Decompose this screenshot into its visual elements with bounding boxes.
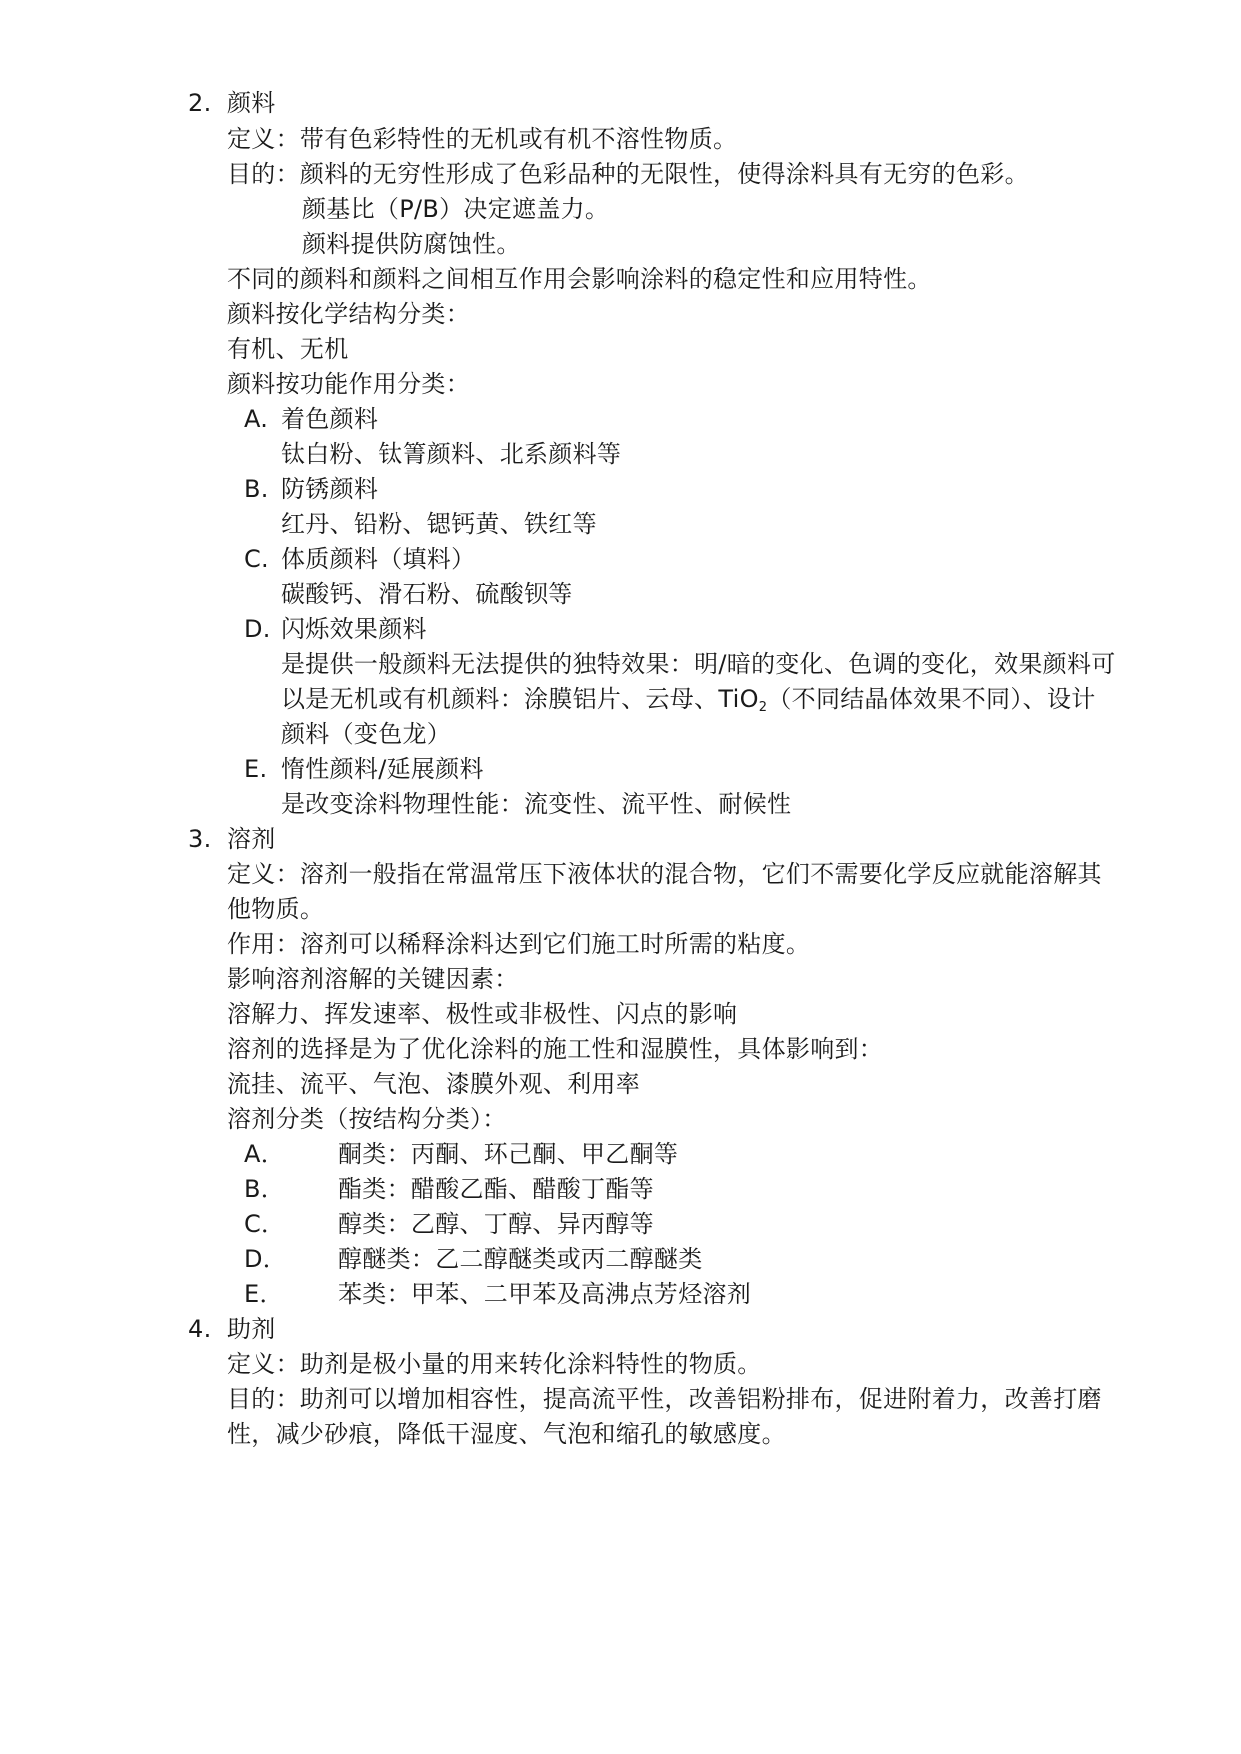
item-title: 防锈颜料 (281, 475, 379, 503)
item-letter: E. (244, 755, 268, 783)
pigment-item-a-desc: 钛白粉、钛箐颜料、北系颜料等 (281, 440, 622, 468)
pigment-purpose: 目的：颜料的无穷性形成了色彩品种的无限性，使得涂料具有无穷的色彩。 (227, 160, 1029, 188)
pigment-interaction: 不同的颜料和颜料之间相互作用会影响涂料的稳定性和应用特性。 (227, 265, 932, 293)
additive-definition: 定义：助剂是极小量的用来转化涂料特性的物质。 (227, 1350, 762, 1378)
class-text: 醇醚类：乙二醇醚类或丙二醇醚类 (338, 1245, 703, 1273)
pigment-by-chem-value: 有机、无机 (227, 335, 349, 363)
desc-text: 以是无机或有机颜料：涂膜铝片、云母、TiO (281, 685, 759, 713)
solvent-selection-heading: 溶剂的选择是为了优化涂料的施工性和湿膜性，具体影响到： (227, 1035, 884, 1063)
item-letter: A. (244, 405, 269, 433)
class-text: 酮类：丙酮、环己酮、甲乙酮等 (338, 1140, 679, 1168)
solvent-selection: 流挂、流平、气泡、漆膜外观、利用率 (227, 1070, 641, 1098)
section-number: 3. (188, 825, 212, 853)
section-number: 4. (188, 1315, 212, 1343)
pigment-definition: 定义：带有色彩特性的无机或有机不溶性物质。 (227, 125, 738, 153)
pigment-purpose-corrosion: 颜料提供防腐蚀性。 (302, 230, 521, 258)
solvent-factors-heading: 影响溶剂溶解的关键因素： (227, 965, 519, 993)
class-text: 醇类：乙醇、丁醇、异丙醇等 (338, 1210, 654, 1238)
class-letter: D． (244, 1245, 288, 1273)
section-title: 颜料 (227, 89, 276, 117)
section-number: 2. (188, 89, 212, 117)
item-title: 着色颜料 (281, 405, 379, 433)
desc-text: （不同结晶体效果不同）、设计 (767, 685, 1096, 713)
additive-purpose-2: 性，减少砂痕，降低干湿度、气泡和缩孔的敏感度。 (227, 1420, 786, 1448)
item-title: 闪烁效果颜料 (281, 615, 427, 643)
item-letter: C. (244, 545, 269, 573)
class-text: 苯类：甲苯、二甲苯及高沸点芳烃溶剂 (338, 1280, 752, 1308)
class-letter: E． (244, 1280, 284, 1308)
class-letter: C． (244, 1210, 286, 1238)
class-text: 酯类：醋酸乙酯、醋酸丁酯等 (338, 1175, 654, 1203)
class-letter: B． (244, 1175, 286, 1203)
section-title: 助剂 (227, 1315, 276, 1343)
subscript: 2 (758, 700, 768, 715)
solvent-factors: 溶解力、挥发速率、极性或非极性、闪点的影响 (227, 1000, 738, 1028)
solvent-definition-1: 定义：溶剂一般指在常温常压下液体状的混合物，它们不需要化学反应就能溶解其 (227, 860, 1102, 888)
pigment-by-chem-heading: 颜料按化学结构分类： (227, 300, 470, 328)
item-letter: B. (244, 475, 269, 503)
pigment-by-func-heading: 颜料按功能作用分类： (227, 370, 470, 398)
item-letter: D. (244, 615, 271, 643)
pigment-item-d-desc-2 (281, 684, 1096, 714)
class-letter: A． (244, 1140, 286, 1168)
pigment-item-c-desc: 碳酸钙、滑石粉、硫酸钡等 (281, 580, 573, 608)
section-title: 溶剂 (227, 825, 276, 853)
item-title: 体质颜料（填料） (281, 545, 476, 573)
additive-purpose-1: 目的：助剂可以增加相容性，提高流平性，改善铝粉排布，促进附着力，改善打磨 (227, 1385, 1102, 1413)
solvent-definition-2: 他物质。 (227, 895, 325, 923)
pigment-item-b-desc: 红丹、铅粉、锶钙黄、铁红等 (281, 510, 597, 538)
pigment-item-d-desc-3: 颜料（变色龙） (281, 720, 452, 748)
pigment-purpose-pb: 颜基比（P/B）决定遮盖力。 (302, 195, 610, 223)
solvent-classes-heading: 溶剂分类（按结构分类）： (227, 1105, 507, 1133)
pigment-item-d-desc-1: 是提供一般颜料无法提供的独特效果：明/暗的变化、色调的变化，效果颜料可 (281, 650, 1116, 678)
solvent-function: 作用：溶剂可以稀释涂料达到它们施工时所需的粘度。 (227, 930, 811, 958)
pigment-item-e-desc: 是改变涂料物理性能：流变性、流平性、耐候性 (281, 790, 792, 818)
item-title: 惰性颜料/延展颜料 (281, 755, 484, 783)
